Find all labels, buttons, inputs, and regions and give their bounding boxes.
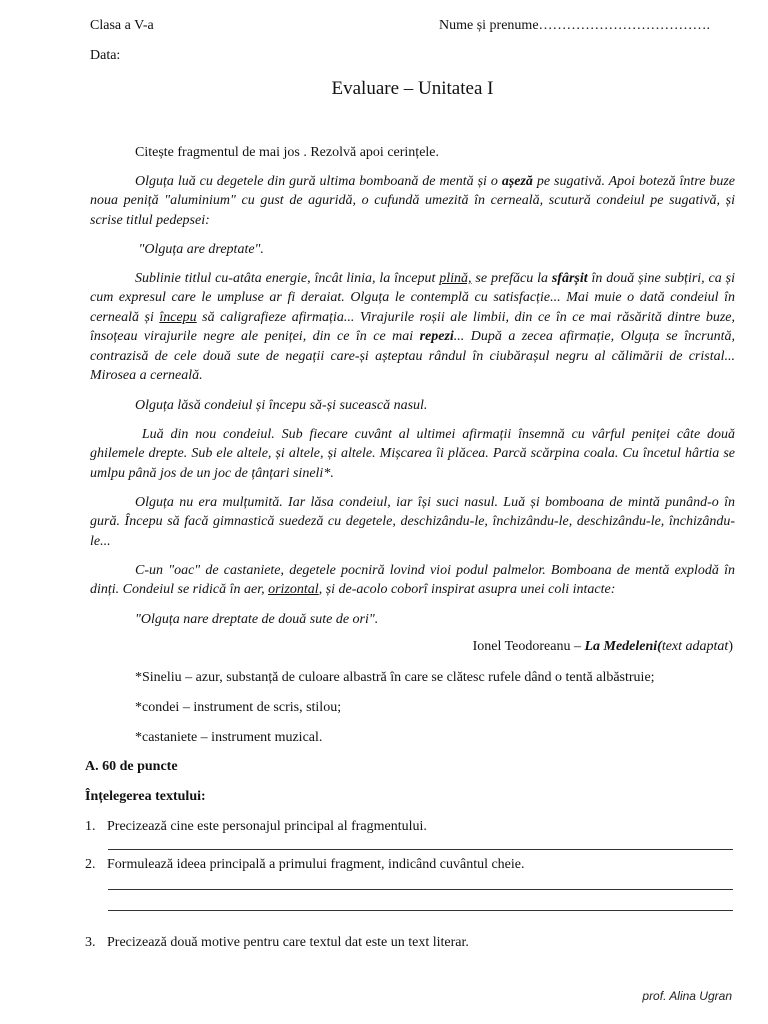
text-paragraph-1: Olguța luă cu degetele din gură ultima bomboană de mentă și o așeză pe sugativă. Apoi boteză între buze noua peniță "aluminium" cu gust de aguridă, o cufundă umezită în cerneală, scutură condeiul pe sugativă, și scrise titlul pedepsei:	[90, 174, 736, 228]
answer-line[interactable]	[108, 849, 733, 850]
bold-word: așeză	[501, 174, 533, 189]
underlined-word: plină,	[439, 271, 472, 286]
text-paragraph-4: Olguța lăsă condeiul și începu să-și sucească nasul.	[135, 398, 428, 413]
section-a-heading: A. 60 de puncte	[85, 759, 178, 774]
text-paragraph-5: Luă din nou condeiul. Sub fiecare cuvânt al ultimei afirmații însemnă cu vârful peniței câte două ghilemele drepte. Sub ele altele, și altele, și altele. Mișcarea îi plăcea. Parcă scărpina coala. Cu încetul hârtia se umlpu până jos de un joc de țânțari sineli*.	[90, 427, 736, 481]
author-citation: Ionel Teodoreanu – La Medeleni(text adaptat)	[472, 639, 733, 654]
underlined-word: începu	[159, 309, 197, 325]
question-1: 1. Precizează cine este personajul principal al fragmentului.	[85, 819, 427, 834]
class-label: Clasa a V-a	[90, 18, 154, 33]
bold-word: sfârșit	[551, 271, 588, 286]
text-paragraph-3: Sublinie titlul cu-atâta energie, încât linia, la început plină, se prefăcu la sfârșit în două șine subțiri, ca și cum expresul care le umpluse ar fi deraiat. Olguța le contemplă cu satisfacție... Mai muie o dată condeiul în cerneală și începu să caligrafieze afirmația... Virajurile roșii ale limbii, din ce în ce mai răsărită dintre buze, însoțeau virajurile negre ale peniței, din ce în ce mai repezi... După a zecea afirmație, Olguța se încruntă, contrazisă de cele două sute de negații care-și așteptau rândul în ciubărașul negru al călimării de cristal... Mirosea a cerneală.	[90, 271, 736, 384]
text-paragraph-7: C-un "oac" de castaniete, degetele pocniră lovind vioi podul palmelor. Bomboana de mentă explodă în dinți. Condeiul se ridică în aer, orizontal, și de-acolo coborî inspirat asupra unei coli intacte:	[90, 563, 735, 598]
question-2: 2. Formulează ideea principală a primului fragment, indicând cuvântul cheie.	[85, 857, 525, 872]
text-paragraph-6: Olguța nu era mulțumită. Iar lăsa condeiul, iar își suci nasul. Luă și bomboana de mintă punând-o în gură. Începu să facă gimnastică suedeză cu degetele, deschizându-le, închizându-le, deschizându-le, închizându-le...	[90, 495, 735, 549]
answer-line[interactable]	[108, 889, 733, 890]
answer-line[interactable]	[108, 910, 733, 911]
bold-word: repezi	[419, 329, 454, 345]
work-title: La Medeleni(	[584, 639, 662, 654]
name-field-label: Nume și prenume……………………………….	[439, 18, 711, 33]
text-paragraph-8: "Olguța nare dreptate de două sute de ori".	[135, 612, 379, 627]
date-label: Data:	[90, 48, 121, 63]
glossary-item: *castaniete – instrument muzical.	[135, 730, 323, 745]
text-paragraph-2: "Olguța are dreptate".	[138, 242, 264, 257]
glossary-item: *Sineliu – azur, substanță de culoare albastră în care se clătesc rufele dând o tentă albăstruie;	[135, 670, 655, 685]
question-3: 3. Precizează două motive pentru care textul dat este un text literar.	[85, 935, 469, 950]
glossary-item: *condei – instrument de scris, stilou;	[135, 700, 342, 715]
author-footer: prof. Alina Ugran	[642, 989, 732, 1003]
page-title: Evaluare – Unitatea I	[331, 78, 494, 99]
section-title: Înțelegerea textului:	[85, 789, 206, 804]
instruction: Citește fragmentul de mai jos . Rezolvă apoi cerințele.	[135, 145, 440, 160]
underlined-word: orizontal	[268, 582, 319, 598]
